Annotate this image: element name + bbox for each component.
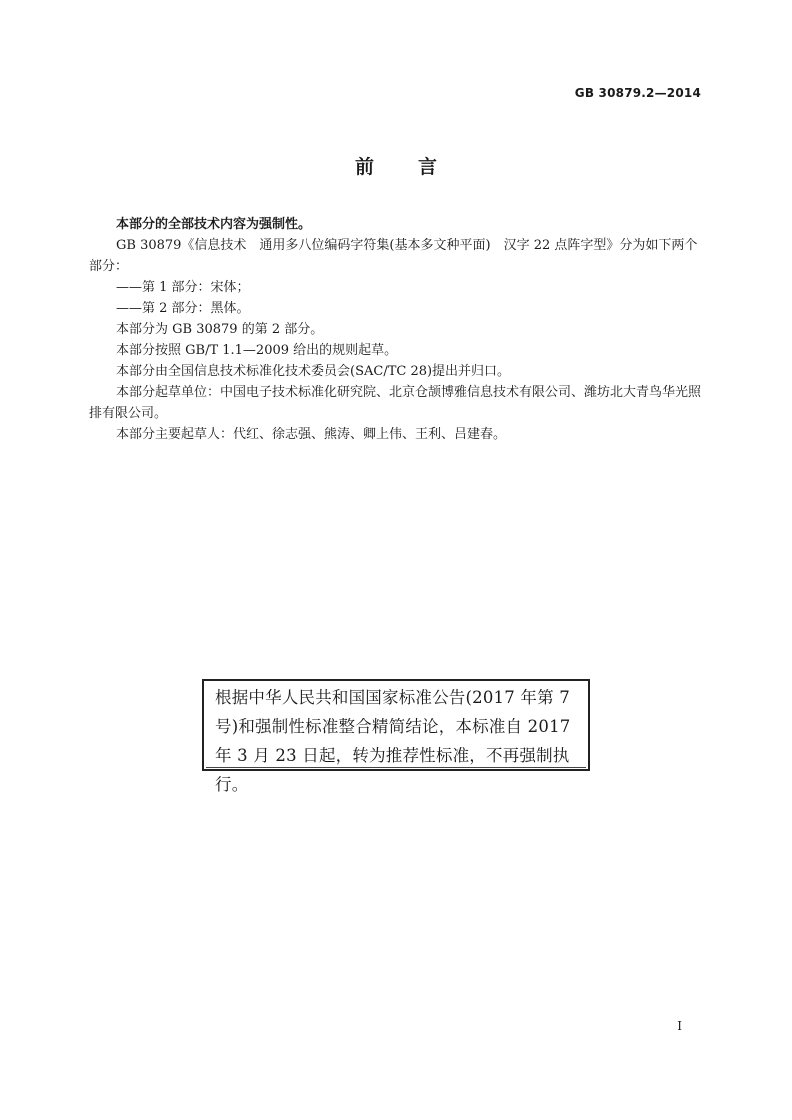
paragraph-drafters: 本部分主要起草人：代红、徐志强、熊涛、卿上伟、王利、吕建春。 xyxy=(116,427,507,442)
list-item-part-2: ——第 2 部分：黑体。 xyxy=(116,301,250,316)
paragraph-drafting-rules: 本部分按照 GB/T 1.1—2009 给出的规则起草。 xyxy=(116,343,398,358)
mandatory-statement: 本部分的全部技术内容为强制性。 xyxy=(116,217,312,232)
page-title: 前言 xyxy=(354,156,481,178)
paragraph-this-part: 本部分为 GB 30879 的第 2 部分。 xyxy=(116,322,324,337)
paragraph-structure: GB 30879《信息技术 通用多八位编码字符集(基本多文种平面) 汉字 22 点阵字型》分为如下两个部分： xyxy=(89,238,698,274)
paragraph-proposer: 本部分由全国信息技术标准化技术委员会(SAC/TC 28)提出并归口。 xyxy=(116,364,511,379)
notice-text: 根据中华人民共和国国家标准公告(2017 年第 7 号)和强制性标准整合精简结论，本标准自 2017 年 3 月 23 日起，转为推荐性标准，不再强制执行。 xyxy=(215,688,571,794)
standard-code: GB 30879.2—2014 xyxy=(574,86,701,100)
foreword-body xyxy=(89,214,703,445)
notice-box xyxy=(202,679,590,794)
list-item-part-1: ——第 1 部分：宋体； xyxy=(116,280,250,295)
paragraph-drafting-units: 本部分起草单位：中国电子技术标准化研究院、北京仓颉博雅信息技术有限公司、潍坊北大青鸟华光照排有限公司。 xyxy=(89,385,702,421)
page-number: I xyxy=(677,1019,682,1033)
